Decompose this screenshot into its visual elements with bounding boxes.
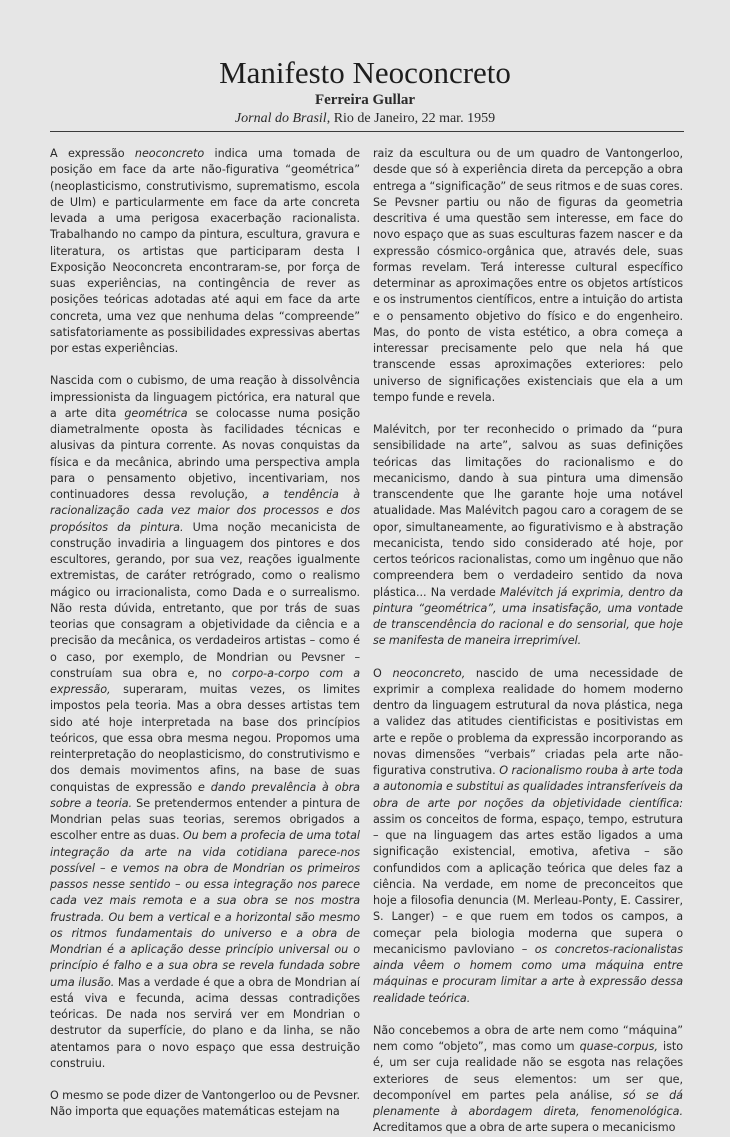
text-span: os concretos-racionalistas ainda vêem o homem como uma máquina entre máquinas e procuram limitar a arte à expressão dessa realidade teórica. <box>373 942 683 1005</box>
text-span: isto é, um ser cuja realidade não se esgota nas relações exteriores de seus elementos: um ser que, decomponível em partes pela análise, <box>373 1040 683 1102</box>
source-journal: Jornal do Brasil <box>234 111 327 126</box>
source-details: , Rio de Janeiro, 22 mar. 1959 <box>326 111 496 126</box>
page-title: Manifesto Neoconcreto <box>219 55 511 90</box>
text-span: Acreditamos que a obra de arte supera o mecanicismo <box>373 1121 676 1135</box>
author: Ferreira Gullar <box>314 92 416 108</box>
left-column <box>50 146 361 1119</box>
source-line <box>0 110 730 127</box>
paragraph <box>373 422 683 650</box>
text-span: quase-corpus, <box>579 1040 658 1053</box>
paragraph <box>373 146 683 406</box>
text-span: neoconcreto, <box>392 666 466 680</box>
text-span: só se dá plenamente à abordagem direta, fenomenológica. <box>373 1088 683 1118</box>
text-span: A expressão <box>50 147 135 160</box>
paragraph <box>373 1023 683 1137</box>
text-span: Não concebemos a obra de arte nem como “máquina” nem como “objeto”, mas como um <box>373 1023 683 1053</box>
text-span: superaram, muitas vezes, os limites impostos pela teoria. Mas a obra desses artistas tem sido até hoje interpretada na base dos princípios teóricos, que essa obra mesma negou. Propomos uma reinterpretação do neoplasticismo, do construtivismo e dos demais movimentos afins, na base de suas conquistas de expressão <box>50 683 360 794</box>
paragraph <box>50 146 360 357</box>
text-span: e dando prevalência à obra sobre a teoria. <box>50 780 360 810</box>
header-divider <box>50 131 684 132</box>
text-span: indica uma tomada de posição em face da arte não-figurativa “geométrica” (neoplasticismo, construtivismo, suprematismo, escola de Ulm) e particularmente em face da arte concreta levada a uma perigosa exacerbação racionalista. Trabalhando no campo da pintura, escultura, gravura e literatura, os artistas que participaram desta I Exposição Neoconcreta encontraram-se, por força de suas experiências, na contingência de rever as posições teóricas adotadas até aqui em face da arte concreta, uma vez que nenhuma delas “compreende” satisfatoriamente as possibilidades expressivas abertas por estas experiências. <box>50 147 360 355</box>
text-span: O mesmo se pode dizer de Vantongerloo ou de Pevsner. Não importa que equações matemáticas estejam na <box>50 1089 360 1119</box>
text-span: O <box>373 666 393 680</box>
text-span: neoconcreto <box>134 147 205 160</box>
text-span: Ou bem a profecia de uma total integração da arte na vida cotidiana parece-nos possível – e vemos na obra de Mondrian os primeiros passos nesse sentido – ou essa integração nos parece cada vez mais remota e a sua obra se nos mostra frustrada. Ou bem a vertical e a horizontal são mesmo os ritmos fundamentais do universo e a obra de Mondrian é a aplicação desse princípio universal ou o princípio é falho e a sua obra se revela fundada sobre uma ilusão. <box>50 829 360 989</box>
paragraph <box>373 666 683 1007</box>
text-span: geométrica <box>124 406 188 420</box>
text-span: Mas a verdade é que a obra de Mondrian aí está viva e fecunda, acima dessas contradições teóricas. De nada nos servirá ver em Mondrian o destrutor da superfície, do plano e da linha, se não atentamos para o novo espaço que essa destruição construiu. <box>50 975 360 1070</box>
paragraph <box>50 1088 360 1121</box>
text-span: nascido de uma necessidade de exprimir a complexa realidade do homem moderno dentro da linguagem estrutural da nova plástica, nega a validez das atitudes cientificistas e positivistas em arte e repõe o problema da expressão incorporando as novas dimensões “verbais” criadas pela arte não-figurativa construtiva. <box>373 666 683 777</box>
text-span: assim os conceitos de forma, espaço, tempo, estrutura – que na linguagem das artes estão ligados a uma significação existencial, emotiva, afetiva – são confundidos com a aplicação teórica que deles faz a ciência. Na verdade, em nome de preconceitos que hoje a filosofia denuncia (M. Merleau-Ponty, E. Cassirer, S. Langer) – e que ruem em todos os campos, a começar pela biologia moderna que supera o mecanicismo pavloviano – <box>373 812 683 956</box>
text-span: Nascida com o cubismo, de uma reação à dissolvência impressionista da linguagem pictórica, era natural que a arte dita <box>50 374 360 420</box>
text-span: se colocasse numa posição diametralmente oposta às facilidades técnicas e alusivas da pintura corrente. As novas conquistas da física e da mecânica, abrindo uma perspectiva ampla para o pensamento objetivo, incentivariam, nos continuadores dessa revolução, <box>50 406 361 501</box>
text-span: Se pretendermos entender a pintura de Mondrian pelas suas teorias, seremos obrigados a escolher entre as duas. <box>50 796 360 843</box>
text-span: Malévitch, por ter reconhecido o primado da “pura sensibilidade na arte”, salvou as suas definições teóricas das limitações do racionalismo e do mecanicismo, dando à sua pintura uma dimensão transcendente que lhe garante hoje uma notável atualidade. Mas Malévitch pagou caro a coragem de se opor, simultaneamente, ao figurativismo e à abstração mecanicista, tendo sido considerado até hoje, por certos teóricos racionalistas, como um ingênuo que não compreendera bem o verdadeiro sentido da nova plástica... Na verdade <box>373 423 683 599</box>
header <box>0 56 730 127</box>
text-span: a tendência à racionalização cada vez maior dos processos e dos propósitos da pintura. <box>50 488 361 534</box>
text-span: raiz da escultura ou de um quadro de Vantongerloo, desde que só à experiência direta da percepção a obra entrega a “significação” de seus ritmos e de suas cores. Se Pevsner partiu ou não de figuras da geometria descritiva é uma questão sem interesse, em face do novo espaço que as suas esculturas fazem nascer e da expressão cósmico-orgânica que, através dele, suas formas revelam. Terá interesse cultural específico determinar as aproximações entre os objetos artísticos e os instrumentos científicos, entre a intuição do artista e o pensamento objetivo do físico e do engenheiro. Mas, do ponto de vista estético, a obra começa a interessar precisamente pelo que nela há que transcende essas aproximações exteriores: pelo universo de significações existenciais que ela a um tempo funde e revela. <box>373 147 683 404</box>
text-span: O racionalismo rouba à arte toda a autonomia e substitui as qualidades intransferíveis da obra de arte por noções da objetividade científica: <box>373 764 683 810</box>
text-span: corpo-a-corpo com a expressão, <box>50 666 360 696</box>
paragraph <box>50 373 360 1072</box>
right-column <box>373 146 683 1135</box>
text-span: Malévitch já exprimia, dentro da pintura “geométrica”, uma insatisfação, uma vontade de transcendência do racional e do sensorial, que hoje se manifesta de maneira irreprimível. <box>373 585 683 648</box>
text-span: Uma noção mecanicista de construção invadiria a linguagem dos pintores e dos escultores, gerando, por sua vez, reações igualmente extremistas, de caráter retrógrado, como o realismo mágico ou irracionalista, como Dada e o surrealismo. Não resta dúvida, entretanto, que por trás de suas teorias que consagram a objetividade da ciência e a precisão da mecânica, os verdadeiros artistas – como é o caso, por exemplo, de Mondrian ou Pevsner – construíam sua obra e, no <box>50 520 360 680</box>
